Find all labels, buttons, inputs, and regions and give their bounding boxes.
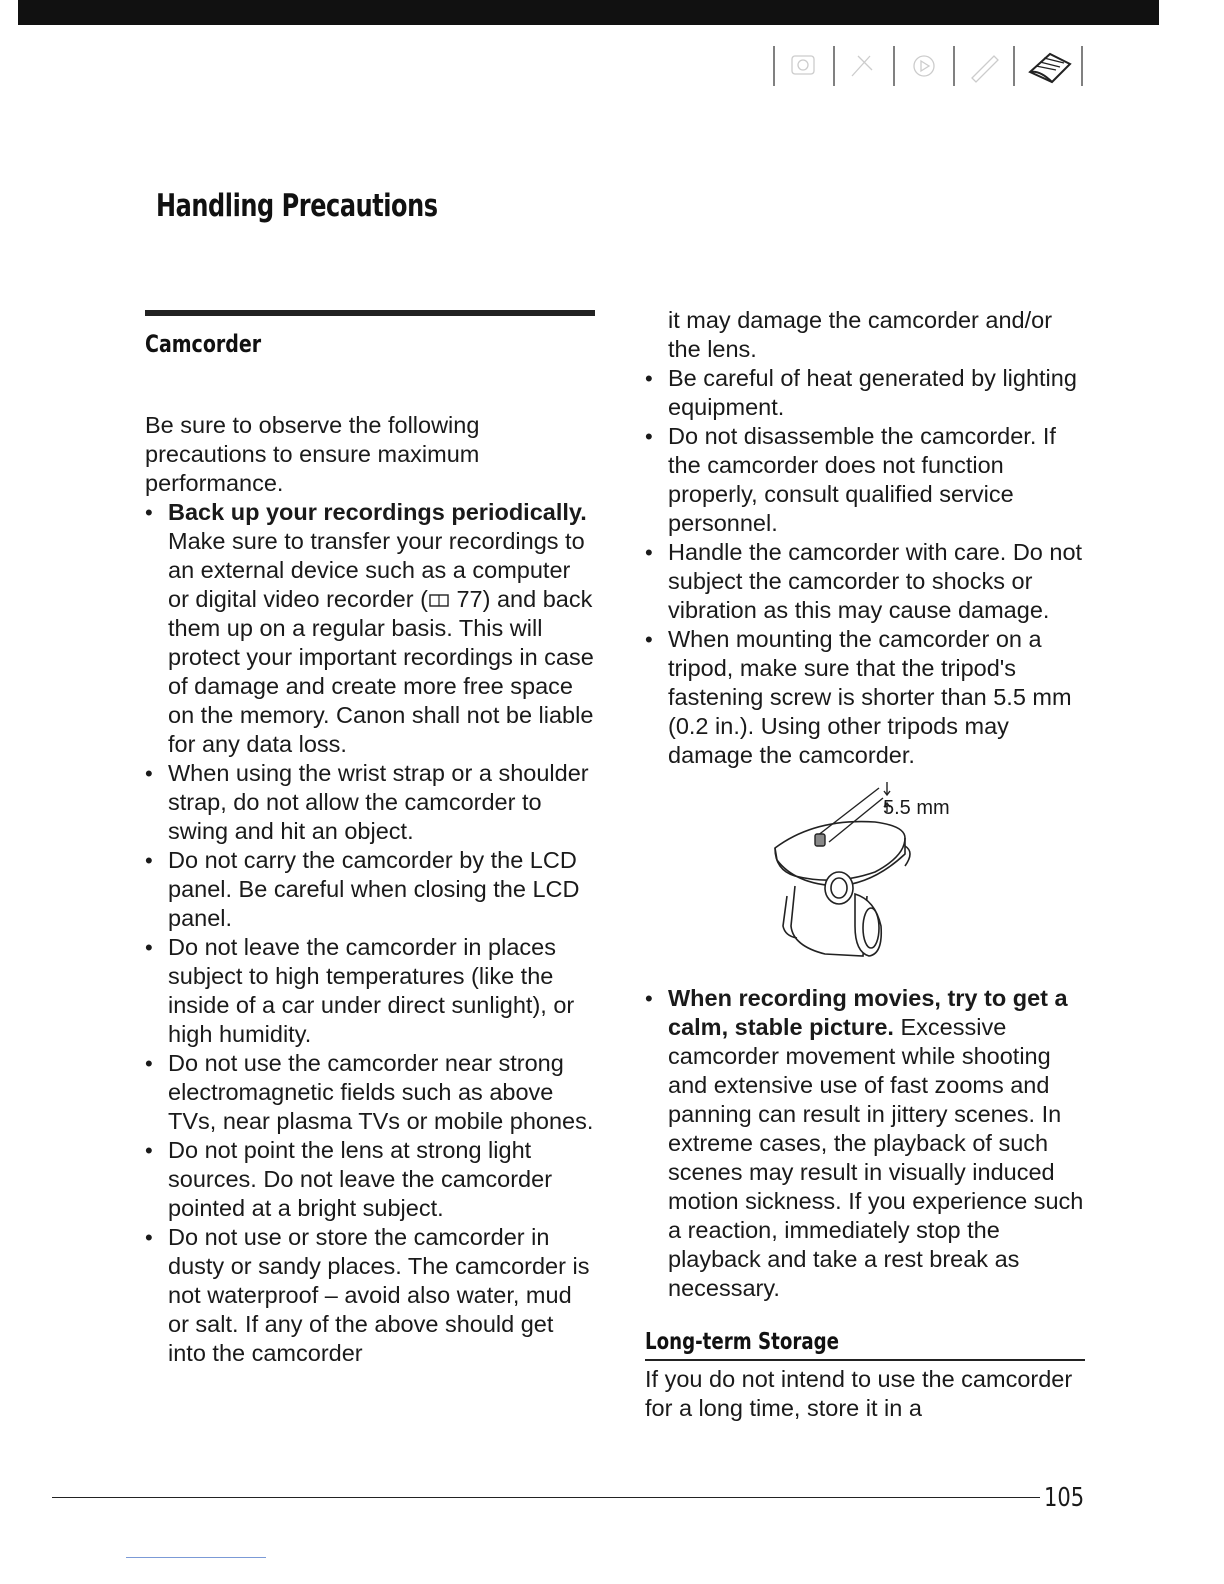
recording-tip-list [645,984,1087,1303]
list-item: • Do not point the lens at strong light sources. Do not leave the camcorder pointed at a bright subject. [145,1136,595,1223]
intro-paragraph: Be sure to observe the following precautions to ensure maximum performance. [145,412,480,496]
top-black-bar [18,0,1159,25]
bullet-bold-text: When recording movies, try to get a calm, stable picture. [668,985,1068,1040]
storage-paragraph: If you do not intend to use the camcorder for a long time, store it in a [645,1366,1073,1421]
playback-icon [914,56,934,76]
precautions-list-continued [645,364,1087,770]
subsection-rule [645,1359,1085,1361]
page-title: Handling Precautions [156,188,438,224]
left-column [145,310,595,1368]
list-item: • Do not disassemble the camcorder. If the camcorder does not function properly, consult qualified service personnel. [645,422,1087,538]
blue-scan-line [126,1557,266,1558]
page-number: 105 [1044,1483,1085,1513]
bullet-text: 77) and back them up on a regular basis. This will protect your important recordings in case of damage and create more free space on the memory. Canon shall not be liable for any data loss. [168,586,594,757]
tripod-screw-figure [645,776,1087,976]
list-item [145,498,595,759]
tools-icon [852,56,872,76]
list-item: • When using the wrist strap or a shoulder strap, do not allow the camcorder to swing and hit an object. [145,759,595,846]
list-item: • Do not carry the camcorder by the LCD panel. Be careful when closing the LCD panel. [145,846,595,933]
list-item: • Handle the camcorder with care. Do not subject the camcorder to shocks or vibration as this may cause damage. [645,538,1087,625]
bullet-text: Make sure to transfer your recordings to an external device such as a computer or digital video recorder ( [168,528,585,612]
edit-icon [972,56,998,82]
list-item: • Do not use the camcorder near strong electromagnetic fields such as above TVs, near plasma TVs or mobile phones. [145,1049,595,1136]
screw-length-label: 5.5 mm [883,797,950,819]
book-icon [429,593,449,608]
list-item: • Do not leave the camcorder in places subject to high temperatures (like the inside of a car under direct sunlight), or high humidity. [145,933,595,1049]
list-item: • Be careful of heat generated by lighting equipment. [645,364,1087,422]
bullet-text: Excessive camcorder movement while shooting and extensive use of fast zooms and panning can result in jittery scenes. In extreme cases, the playback of such scenes may result in visually induced motion sickness. If you experience such a reaction, immediately stop the playback and take a rest break as necessary. [668,1014,1084,1301]
right-column [645,306,1087,1423]
section-rule [145,310,595,316]
bullet-bold-text: Back up your recordings periodically. [168,499,587,525]
section-heading-long-term-storage: Long-term Storage [645,1329,840,1355]
camera-icon [792,56,814,74]
list-item: • When mounting the camcorder on a tripod, make sure that the tripod's fastening screw is shorter than 5.5 mm (0.2 in.). Using other tripods may damage the camcorder. [645,625,1087,770]
list-item [645,984,1087,1303]
list-item: • Do not use or store the camcorder in dusty or sandy places. The camcorder is not waterproof – avoid also water, mud or salt. If any of the above should get into the camcorder [145,1223,595,1368]
footer-rule [52,1497,1040,1498]
section-heading-camcorder: Camcorder [145,330,262,358]
chapter-tab-icons [768,40,1088,90]
continuation-text: it may damage the camcorder and/or the lens. [668,307,1053,362]
book-icon [1030,54,1070,82]
screw-icon [815,834,825,846]
precautions-list [145,498,595,1368]
